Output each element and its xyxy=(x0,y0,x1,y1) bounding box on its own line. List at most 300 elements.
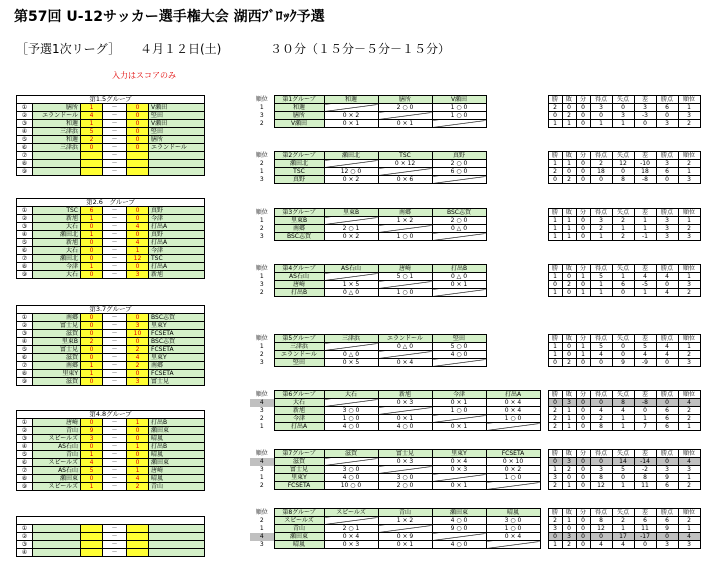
empty-cell xyxy=(486,343,540,351)
team-rank: 4 xyxy=(250,533,274,541)
match-result: 0 × 4 xyxy=(486,533,540,541)
match-result: 2 ○ 0 xyxy=(378,482,432,490)
home-score[interactable]: 0 xyxy=(81,354,103,362)
match-result: 1 × 2 xyxy=(378,517,432,525)
stat-value: 0 xyxy=(612,351,634,359)
stat-value: 0 xyxy=(576,112,590,120)
standings-table-4 xyxy=(250,264,701,297)
standings-table-7 xyxy=(250,449,701,490)
stat-value: 0 xyxy=(634,120,656,128)
standings-header-row xyxy=(250,265,700,273)
match-result: 1 ○ 0 xyxy=(432,112,486,120)
match-number: ⑦ xyxy=(17,152,33,160)
home-score[interactable]: 1 xyxy=(81,104,103,112)
match-number: ② xyxy=(17,112,33,120)
stat-value: 17 xyxy=(612,533,634,541)
match-number: ⑤ xyxy=(17,346,33,354)
spacer xyxy=(540,112,548,120)
stat-header: 勝点 xyxy=(656,391,678,399)
match-number: ⑥ xyxy=(17,459,33,467)
match-result: 3 ○ 0 xyxy=(378,474,432,482)
spacer xyxy=(540,104,548,112)
away-score[interactable]: 0 xyxy=(127,435,149,443)
home-score[interactable]: 5 xyxy=(81,128,103,136)
home-score[interactable]: 0 xyxy=(81,223,103,231)
stat-value: 0 xyxy=(576,423,590,431)
home-score[interactable] xyxy=(81,160,103,168)
home-score[interactable]: 2 xyxy=(81,338,103,346)
team-rank: 1 xyxy=(259,103,264,111)
stat-value: 0 xyxy=(548,458,562,466)
away-score[interactable]: 0 xyxy=(127,263,149,271)
home-team: 大石 xyxy=(33,247,81,255)
score-separator: － xyxy=(103,128,127,136)
stat-header: 勝点 xyxy=(656,509,678,517)
match-result: 4 ○ 0 xyxy=(324,423,378,431)
stat-header: 敗 xyxy=(562,209,576,217)
stat-header: 敗 xyxy=(562,335,576,343)
home-score[interactable]: 1 xyxy=(81,451,103,459)
away-score[interactable] xyxy=(127,160,149,168)
match-row xyxy=(17,427,205,435)
away-score[interactable]: 0 xyxy=(127,427,149,435)
home-score[interactable] xyxy=(81,533,103,541)
away-score[interactable]: 0 xyxy=(127,215,149,223)
stat-header: 勝 xyxy=(548,209,562,217)
stat-value: 1 xyxy=(612,120,634,128)
standings-row xyxy=(250,458,700,466)
diagonal-cell xyxy=(378,168,432,176)
standings-row xyxy=(250,415,700,423)
rank-header: 順位 xyxy=(255,508,268,516)
stat-value: 4 xyxy=(612,541,634,549)
stat-value: 8 xyxy=(590,474,612,482)
stat-value: 0 xyxy=(634,541,656,549)
score-separator: － xyxy=(103,467,127,475)
spacer xyxy=(540,281,548,289)
input-note: 入力はスコアのみ xyxy=(112,71,176,80)
diagonal-cell xyxy=(378,525,432,533)
stat-value: 1 xyxy=(612,225,634,233)
away-score[interactable]: 1 xyxy=(127,443,149,451)
home-score[interactable]: 3 xyxy=(81,435,103,443)
diagonal-cell xyxy=(324,399,378,407)
score-separator: － xyxy=(103,330,127,338)
away-score[interactable] xyxy=(127,541,149,549)
score-table-1 xyxy=(16,95,205,176)
stat-value: 1 xyxy=(612,415,634,423)
score-table-3 xyxy=(16,305,205,386)
score-separator: － xyxy=(103,451,127,459)
group-name: 第7グループ xyxy=(274,450,324,458)
stat-value: 3 xyxy=(562,399,576,407)
match-number: ② xyxy=(17,427,33,435)
final-rank: 2 xyxy=(678,407,700,415)
score-separator: － xyxy=(103,271,127,279)
stat-value: 0 xyxy=(576,525,590,533)
home-score[interactable]: 2 xyxy=(81,136,103,144)
stat-header: 敗 xyxy=(562,152,576,160)
stat-value: 0 xyxy=(562,525,576,533)
away-team: 晴嵐 xyxy=(149,451,205,459)
home-team: 和邇 xyxy=(33,136,81,144)
stat-header: 差 xyxy=(634,450,656,458)
score-separator: － xyxy=(103,255,127,263)
home-score[interactable]: 0 xyxy=(81,144,103,152)
home-score[interactable]: 4 xyxy=(81,112,103,120)
stat-value: 6 xyxy=(634,517,656,525)
stat-value: 1 xyxy=(562,415,576,423)
stat-value: 1 xyxy=(612,482,634,490)
away-score[interactable]: 0 xyxy=(127,207,149,215)
stat-header: 分 xyxy=(576,209,590,217)
stat-value: 9 xyxy=(656,474,678,482)
match-result: 0 × 1 xyxy=(432,399,486,407)
match-result: 0 × 2 xyxy=(324,233,378,241)
stat-value: 0 xyxy=(590,176,612,184)
home-score[interactable]: 0 xyxy=(81,443,103,451)
home-team: エランドール xyxy=(33,112,81,120)
empty-cell xyxy=(486,351,540,359)
stat-value: 2 xyxy=(548,168,562,176)
group-name: 第4.8グループ xyxy=(17,411,205,419)
match-result: 1 ○ 0 xyxy=(378,289,432,297)
home-score[interactable]: 0 xyxy=(81,378,103,386)
match-result: 1 ○ 0 xyxy=(432,104,486,112)
match-result: 0 × 2 xyxy=(324,112,378,120)
score-separator: － xyxy=(103,207,127,215)
away-score[interactable] xyxy=(127,152,149,160)
home-score[interactable]: 5 xyxy=(81,467,103,475)
match-result: 1 × 2 xyxy=(378,217,432,225)
empty-cell xyxy=(486,104,540,112)
empty-cell xyxy=(486,233,540,241)
home-score[interactable] xyxy=(81,541,103,549)
match-result: 4 ○ 0 xyxy=(432,541,486,549)
away-score[interactable]: 0 xyxy=(127,370,149,378)
final-rank: 1 xyxy=(678,525,700,533)
away-score[interactable]: 0 xyxy=(127,451,149,459)
standings-row xyxy=(250,533,700,541)
spacer xyxy=(540,517,548,525)
diagonal-cell xyxy=(432,533,486,541)
home-team: 三津浜 xyxy=(33,144,81,152)
match-number: ① xyxy=(17,207,33,215)
opponent-header: 真野 xyxy=(432,152,486,160)
stat-value: 0 xyxy=(612,289,634,297)
stat-value: 1 xyxy=(548,160,562,168)
stat-value: 0 xyxy=(548,399,562,407)
stat-header: 勝 xyxy=(548,391,562,399)
away-team: 打出A xyxy=(149,263,205,271)
away-score[interactable]: 2 xyxy=(127,346,149,354)
stat-value: 1 xyxy=(548,225,562,233)
empty-cell xyxy=(486,209,540,217)
away-score[interactable]: 0 xyxy=(127,231,149,239)
match-result: 1 ○ 0 xyxy=(324,415,378,423)
match-result: 1 ○ 0 xyxy=(432,407,486,415)
match-row xyxy=(17,231,205,239)
rank-header: 順位 xyxy=(255,264,268,272)
home-score[interactable]: 0 xyxy=(81,322,103,330)
stat-value: 0 xyxy=(548,112,562,120)
match-number: ① xyxy=(17,314,33,322)
home-score[interactable]: 0 xyxy=(81,475,103,483)
team-name: 富士見 xyxy=(274,466,324,474)
home-score[interactable]: 0 xyxy=(81,255,103,263)
away-score[interactable] xyxy=(127,168,149,176)
stat-value: 3 xyxy=(656,225,678,233)
spacer xyxy=(540,233,548,241)
home-score[interactable]: 0 xyxy=(81,346,103,354)
standings-table-6 xyxy=(250,390,701,431)
away-score[interactable]: 4 xyxy=(127,223,149,231)
spacer xyxy=(540,217,548,225)
diagonal-cell xyxy=(378,112,432,120)
away-score[interactable]: 0 xyxy=(127,136,149,144)
opponent-header: 瀬田東 xyxy=(432,509,486,517)
stat-header: 敗 xyxy=(562,391,576,399)
score-separator: － xyxy=(103,144,127,152)
stat-value: 1 xyxy=(562,407,576,415)
opponent-header: TSC xyxy=(378,152,432,160)
stat-value: 0 xyxy=(562,168,576,176)
stat-header: 得点 xyxy=(590,391,612,399)
match-result: 1 ○ 0 xyxy=(486,415,540,423)
team-name: FCSETA xyxy=(274,482,324,490)
stat-value: 2 xyxy=(562,466,576,474)
match-number: ② xyxy=(17,215,33,223)
match-row xyxy=(17,168,205,176)
spacer xyxy=(540,96,548,104)
away-team: 打出B xyxy=(149,419,205,427)
away-score[interactable]: 3 xyxy=(127,271,149,279)
away-score[interactable]: 0 xyxy=(127,120,149,128)
stat-header: 失点 xyxy=(612,391,634,399)
opponent-header: 打出A xyxy=(486,391,540,399)
match-number: ④ xyxy=(17,338,33,346)
match-row xyxy=(17,207,205,215)
stat-value: 2 xyxy=(548,104,562,112)
team-name: 里東B xyxy=(274,217,324,225)
stat-value: 0 xyxy=(562,351,576,359)
team-rank: 2 xyxy=(259,481,264,489)
stat-value: 0 xyxy=(562,474,576,482)
away-score[interactable]: 0 xyxy=(127,144,149,152)
empty-cell xyxy=(486,120,540,128)
home-score[interactable]: 1 xyxy=(81,362,103,370)
stat-value: 7 xyxy=(634,423,656,431)
home-score[interactable]: 0 xyxy=(81,247,103,255)
home-team xyxy=(33,525,81,533)
stat-value: 2 xyxy=(548,407,562,415)
diagonal-cell xyxy=(378,225,432,233)
team-rank: 3 xyxy=(259,232,264,240)
match-row xyxy=(17,533,205,541)
spacer xyxy=(540,273,548,281)
stat-header: 敗 xyxy=(562,265,576,273)
home-score[interactable]: 1 xyxy=(81,483,103,491)
opponent-header: V瀬田 xyxy=(432,96,486,104)
match-result: 0 × 3 xyxy=(378,399,432,407)
match-result: 6 ○ 0 xyxy=(432,168,486,176)
match-result: 0 × 12 xyxy=(378,160,432,168)
stat-header: 得点 xyxy=(590,450,612,458)
home-score[interactable]: 4 xyxy=(81,459,103,467)
stat-value: 0 xyxy=(576,281,590,289)
standings-table-5 xyxy=(250,334,701,367)
match-row xyxy=(17,160,205,168)
score-separator: － xyxy=(103,314,127,322)
away-score[interactable]: 3 xyxy=(127,322,149,330)
home-score[interactable] xyxy=(81,525,103,533)
match-number: ⑦ xyxy=(17,362,33,370)
home-team: スピールズ xyxy=(33,435,81,443)
stat-header: 勝点 xyxy=(656,96,678,104)
away-score[interactable]: 0 xyxy=(127,459,149,467)
team-rank: 1 xyxy=(259,524,264,532)
away-score[interactable]: 4 xyxy=(127,475,149,483)
match-result: 2 ○ 0 xyxy=(432,217,486,225)
home-score[interactable]: 1 xyxy=(81,263,103,271)
stat-value: 1 xyxy=(612,423,634,431)
match-row xyxy=(17,338,205,346)
stat-value: 12 xyxy=(590,482,612,490)
stat-value: 4 xyxy=(590,407,612,415)
team-rank: 2 xyxy=(259,414,264,422)
team-name: 和邇 xyxy=(274,104,324,112)
home-score[interactable]: 1 xyxy=(81,370,103,378)
stat-value: 3 xyxy=(612,112,634,120)
stat-value: 5 xyxy=(590,343,612,351)
score-table-header-row xyxy=(17,411,205,419)
stat-value: 12 xyxy=(590,525,612,533)
away-score[interactable]: 4 xyxy=(127,239,149,247)
stat-header: 勝点 xyxy=(656,450,678,458)
stat-value: 12 xyxy=(612,160,634,168)
away-score[interactable] xyxy=(127,549,149,557)
team-name: 堅田 xyxy=(274,359,324,367)
home-score[interactable]: 0 xyxy=(81,330,103,338)
away-team: 里東Y xyxy=(149,322,205,330)
away-team: FCSETA xyxy=(149,346,205,354)
match-row xyxy=(17,215,205,223)
home-score[interactable] xyxy=(81,549,103,557)
stat-value: 1 xyxy=(634,289,656,297)
stat-value: 0 xyxy=(548,176,562,184)
away-score[interactable]: 3 xyxy=(127,378,149,386)
stat-header: 得点 xyxy=(590,152,612,160)
away-team: 今津 xyxy=(149,247,205,255)
away-score[interactable]: 1 xyxy=(127,419,149,427)
match-number: ⑧ xyxy=(17,263,33,271)
score-separator: － xyxy=(103,239,127,247)
final-rank: 3 xyxy=(678,541,700,549)
match-row xyxy=(17,443,205,451)
away-score[interactable]: 1 xyxy=(127,467,149,475)
away-score[interactable]: 0 xyxy=(127,112,149,120)
away-score[interactable]: 4 xyxy=(127,354,149,362)
home-team: 富士見 xyxy=(33,322,81,330)
score-separator: － xyxy=(103,435,127,443)
match-row xyxy=(17,120,205,128)
rank-header: 順位 xyxy=(255,208,268,216)
spacer xyxy=(540,423,548,431)
group-name: 第1グループ xyxy=(274,96,324,104)
away-score[interactable]: 0 xyxy=(127,128,149,136)
match-number: ⑨ xyxy=(17,378,33,386)
home-score[interactable]: 0 xyxy=(81,419,103,427)
home-score[interactable]: 0 xyxy=(81,239,103,247)
home-score[interactable]: 9 xyxy=(81,427,103,435)
away-team: V瀬田 xyxy=(149,104,205,112)
home-score[interactable]: 0 xyxy=(81,271,103,279)
match-row xyxy=(17,362,205,370)
stat-value: 6 xyxy=(656,407,678,415)
stat-header: 順位 xyxy=(678,335,700,343)
home-score[interactable]: 1 xyxy=(81,120,103,128)
match-result: 3 ○ 0 xyxy=(486,517,540,525)
away-score[interactable] xyxy=(127,525,149,533)
away-score[interactable]: 1 xyxy=(127,247,149,255)
empty-cell xyxy=(486,289,540,297)
team-name: スピールズ xyxy=(274,517,324,525)
stat-value: 0 xyxy=(576,517,590,525)
diagonal-cell xyxy=(486,482,540,490)
opponent-header: スピールズ xyxy=(324,509,378,517)
away-score[interactable]: 0 xyxy=(127,314,149,322)
home-score[interactable] xyxy=(81,152,103,160)
score-table-header-row xyxy=(17,96,205,104)
away-score[interactable] xyxy=(127,533,149,541)
away-score[interactable]: 0 xyxy=(127,104,149,112)
stat-value: 3 xyxy=(548,525,562,533)
away-score[interactable]: 12 xyxy=(127,255,149,263)
stat-header: 勝点 xyxy=(656,209,678,217)
spacer xyxy=(540,509,548,517)
away-score[interactable]: 2 xyxy=(127,362,149,370)
home-team: 滋賀 xyxy=(33,378,81,386)
away-score[interactable]: 2 xyxy=(127,483,149,491)
match-result: 4 ○ 0 xyxy=(324,474,378,482)
match-result: 5 ○ 0 xyxy=(432,343,486,351)
away-score[interactable]: 0 xyxy=(127,338,149,346)
home-score[interactable]: 1 xyxy=(81,215,103,223)
match-number: ⑥ xyxy=(17,354,33,362)
spacer xyxy=(540,176,548,184)
final-rank: 3 xyxy=(678,281,700,289)
spacer xyxy=(540,415,548,423)
stat-header: 得点 xyxy=(590,335,612,343)
group-name: 第3グループ xyxy=(274,209,324,217)
team-rank: 1 xyxy=(259,473,264,481)
home-score[interactable] xyxy=(81,168,103,176)
stat-value: 0 xyxy=(576,168,590,176)
home-score[interactable]: 0 xyxy=(81,314,103,322)
match-result: 0 × 9 xyxy=(378,533,432,541)
stat-value: 1 xyxy=(548,120,562,128)
empty-cell xyxy=(486,168,540,176)
diagonal-cell xyxy=(486,423,540,431)
home-score[interactable]: 6 xyxy=(81,207,103,215)
diagonal-cell xyxy=(324,217,378,225)
home-score[interactable]: 1 xyxy=(81,231,103,239)
diagonal-cell xyxy=(378,281,432,289)
away-score[interactable]: 10 xyxy=(127,330,149,338)
stat-value: 1 xyxy=(576,289,590,297)
stat-value: 8 xyxy=(590,517,612,525)
final-rank: 3 xyxy=(678,176,700,184)
